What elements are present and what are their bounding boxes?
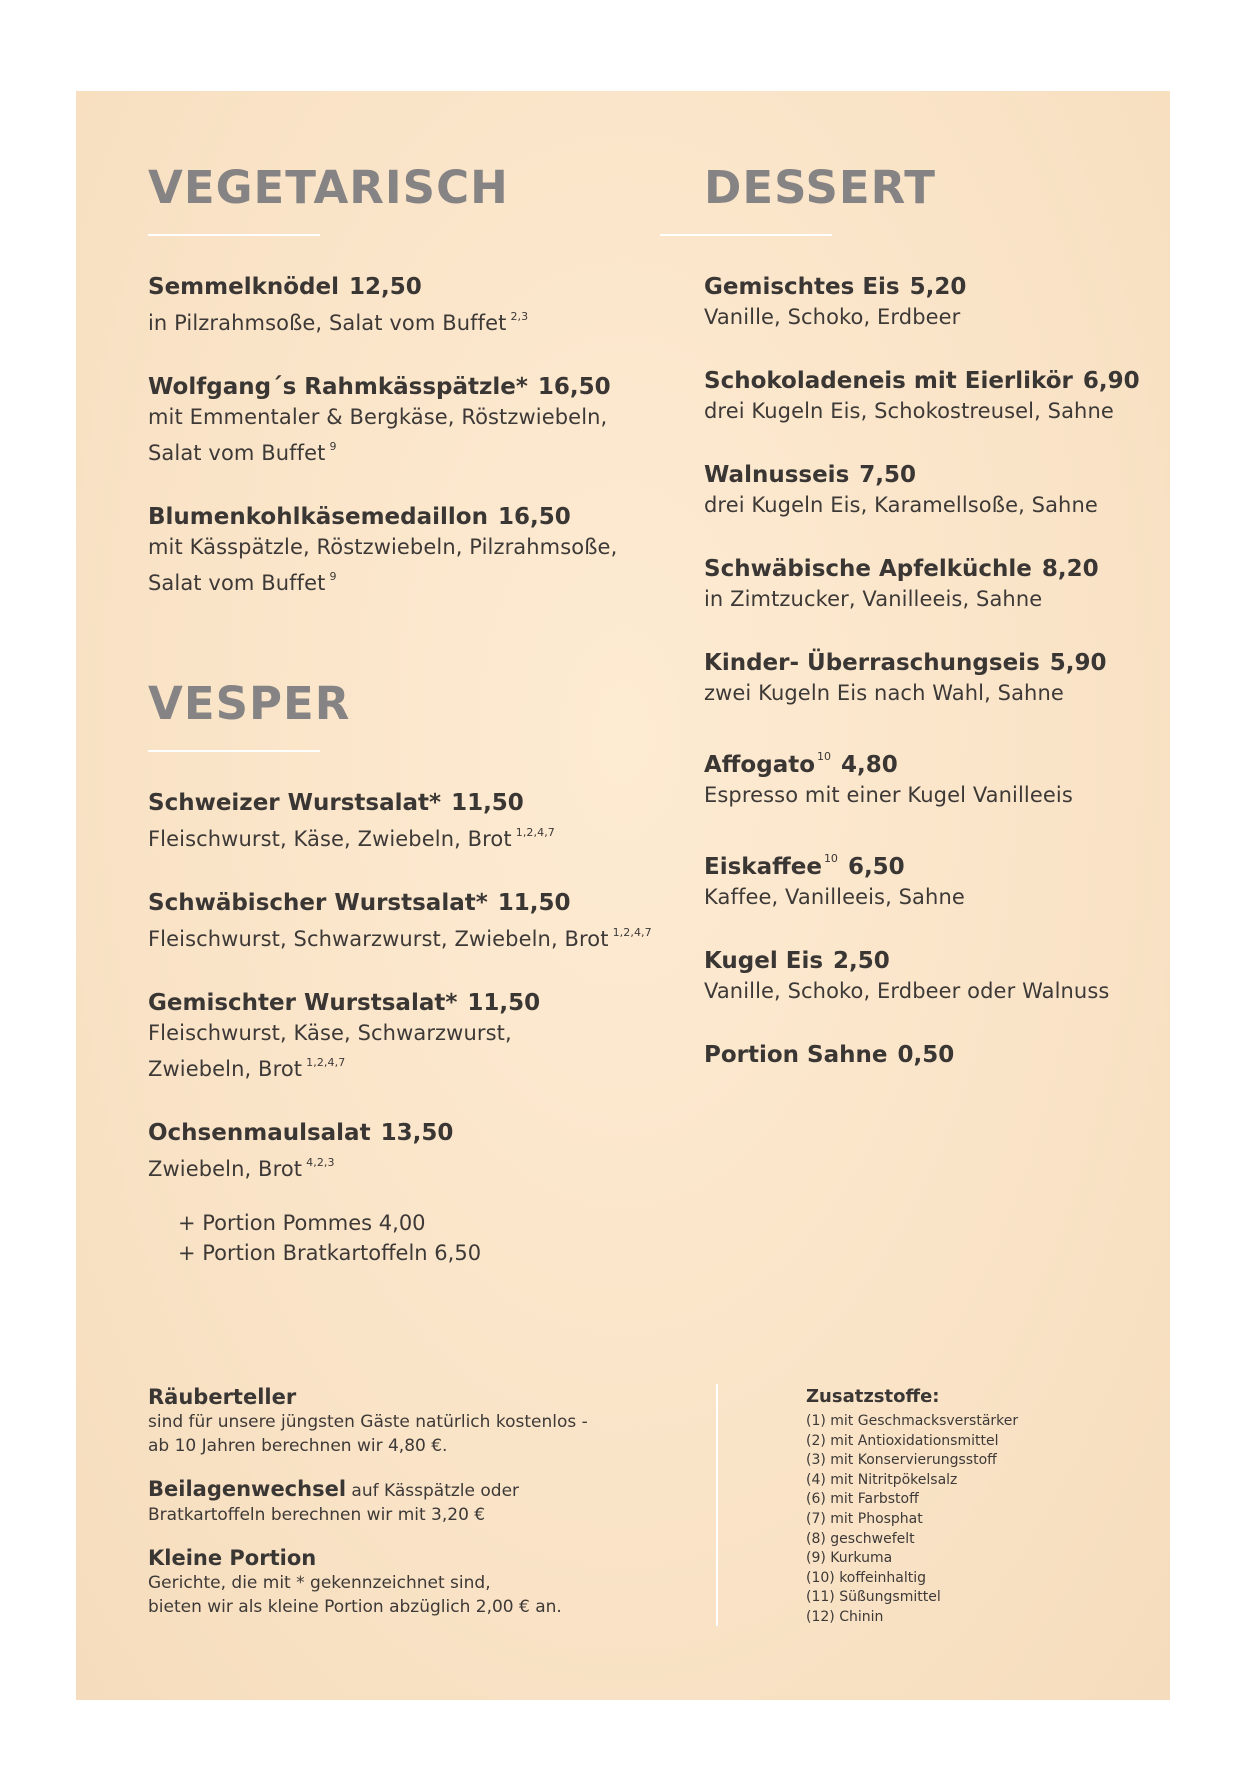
item-price: 11,50 bbox=[497, 890, 571, 916]
additive-marker: 10 bbox=[823, 852, 838, 865]
additive-item: (7) mit Phosphat bbox=[806, 1510, 923, 1527]
item-name: Affogato bbox=[704, 752, 816, 778]
menu-item bbox=[704, 554, 1144, 614]
menu-item bbox=[148, 1118, 668, 1184]
item-description: Fleischwurst, Schwarzwurst, Zwiebeln, Brot bbox=[148, 927, 609, 951]
item-description: Zwiebeln, Brot bbox=[148, 1157, 303, 1181]
additive-marker: 1,2,4,7 bbox=[306, 1056, 346, 1069]
item-price: 0,50 bbox=[897, 1042, 955, 1068]
item-name: Schwäbische Apfelküchle bbox=[704, 556, 1032, 582]
menu-item bbox=[148, 988, 668, 1084]
section-divider bbox=[660, 234, 832, 236]
item-price: 13,50 bbox=[380, 1120, 454, 1146]
note-kleine-portion bbox=[148, 1545, 648, 1619]
note-text: Gerichte, die mit * gekennzeichnet sind, bbox=[148, 1573, 491, 1593]
item-description: Fleischwurst, Käse, Schwarzwurst, bbox=[148, 1021, 512, 1045]
item-description: Salat vom Buffet bbox=[148, 571, 326, 595]
note-title: Beilagenwechsel bbox=[148, 1477, 347, 1501]
side-dish-extras bbox=[178, 1208, 668, 1268]
item-name: Schokoladeneis mit Eierlikör bbox=[704, 368, 1073, 394]
note-beilagenwechsel bbox=[148, 1476, 648, 1527]
menu-item bbox=[148, 272, 668, 338]
item-description: Kaffee, Vanilleeis, Sahne bbox=[704, 885, 965, 909]
additive-marker: 2,3 bbox=[510, 310, 529, 323]
note-text: bieten wir als kleine Portion abzüglich 2,00 € an. bbox=[148, 1597, 562, 1617]
item-name: Walnusseis bbox=[704, 462, 850, 488]
menu-item bbox=[704, 844, 1144, 912]
item-price: 6,90 bbox=[1082, 368, 1140, 394]
item-price: 12,50 bbox=[349, 274, 422, 300]
menu-item bbox=[148, 788, 668, 854]
additives-list bbox=[806, 1384, 1106, 1628]
item-description: drei Kugeln Eis, Karamellsoße, Sahne bbox=[704, 493, 1098, 517]
item-name: Ochsenmaulsalat bbox=[148, 1120, 371, 1146]
additive-item: (12) Chinin bbox=[806, 1608, 884, 1625]
section-divider bbox=[148, 234, 320, 236]
item-name: Portion Sahne bbox=[704, 1042, 888, 1068]
additive-item: (3) mit Konservierungsstoff bbox=[806, 1452, 997, 1469]
item-description: mit Emmentaler & Bergkäse, Röstzwiebeln, bbox=[148, 405, 608, 429]
item-name: Gemischtes Eis bbox=[704, 274, 900, 300]
item-description: Vanille, Schoko, Erdbeer bbox=[704, 305, 961, 329]
right-column bbox=[704, 160, 1144, 1070]
item-description: Zwiebeln, Brot bbox=[148, 1057, 303, 1081]
note-title: Kleine Portion bbox=[148, 1546, 317, 1570]
item-name: Wolfgang´s Rahmkässpätzle* bbox=[148, 374, 528, 400]
menu-item bbox=[704, 366, 1144, 426]
note-text: ab 10 Jahren berechnen wir 4,80 €. bbox=[148, 1436, 448, 1456]
item-name: Eiskaffee bbox=[704, 854, 822, 880]
note-raeuberteller bbox=[148, 1384, 648, 1458]
section-title-vegetarisch: VEGETARISCH bbox=[148, 161, 509, 214]
item-price: 11,50 bbox=[467, 990, 541, 1016]
menu-item bbox=[704, 1040, 1144, 1070]
item-price: 8,20 bbox=[1041, 556, 1099, 582]
item-description: Vanille, Schoko, Erdbeer oder Walnuss bbox=[704, 979, 1110, 1003]
menu-item bbox=[148, 372, 668, 468]
section-divider bbox=[148, 750, 320, 752]
additive-marker: 1,2,4,7 bbox=[612, 926, 652, 939]
item-price: 4,80 bbox=[841, 752, 898, 778]
additive-item: (2) mit Antioxidationsmittel bbox=[806, 1432, 999, 1449]
additive-item: (6) mit Farbstoff bbox=[806, 1491, 919, 1508]
menu-item bbox=[148, 502, 668, 598]
item-name: Kugel Eis bbox=[704, 948, 824, 974]
menu-item bbox=[704, 648, 1144, 708]
additive-item: (1) mit Geschmacksverstärker bbox=[806, 1413, 1019, 1429]
additives-title: Zusatzstoffe: bbox=[806, 1386, 940, 1407]
item-name: Gemischter Wurstsalat* bbox=[148, 990, 458, 1016]
item-name: Schweizer Wurstsalat* bbox=[148, 790, 442, 816]
item-price: 5,20 bbox=[909, 274, 967, 300]
item-price: 16,50 bbox=[497, 504, 571, 530]
additive-marker: 9 bbox=[329, 440, 337, 453]
left-column bbox=[148, 160, 668, 1268]
additive-item: (11) Süßungsmittel bbox=[806, 1589, 941, 1606]
additive-item: (10) koffeinhaltig bbox=[806, 1569, 926, 1586]
vesper-section bbox=[148, 676, 668, 1268]
item-price: 16,50 bbox=[537, 374, 611, 400]
extra-item: + Portion Pommes 4,00 bbox=[178, 1211, 426, 1235]
item-description: drei Kugeln Eis, Schokostreusel, Sahne bbox=[704, 399, 1114, 423]
section-title-vesper: VESPER bbox=[148, 677, 351, 730]
menu-item bbox=[704, 272, 1144, 332]
additive-item: (9) Kurkuma bbox=[806, 1550, 893, 1567]
item-description: Salat vom Buffet bbox=[148, 441, 326, 465]
item-description: mit Kässpätzle, Röstzwiebeln, Pilzrahmsoße, bbox=[148, 535, 618, 559]
item-price: 6,50 bbox=[847, 854, 905, 880]
item-description: Espresso mit einer Kugel Vanilleeis bbox=[704, 783, 1073, 807]
item-price: 7,50 bbox=[859, 462, 917, 488]
additive-item: (8) geschwefelt bbox=[806, 1530, 915, 1547]
item-name: Schwäbischer Wurstsalat* bbox=[148, 890, 488, 916]
item-price: 2,50 bbox=[833, 948, 890, 974]
item-name: Kinder- Überraschungseis bbox=[704, 650, 1040, 676]
item-name: Blumenkohlkäsemedaillon bbox=[148, 504, 488, 530]
additive-marker: 10 bbox=[817, 750, 832, 763]
menu-item bbox=[704, 946, 1144, 1006]
item-name: Semmelknödel bbox=[148, 274, 339, 300]
item-description: in Zimtzucker, Vanilleeis, Sahne bbox=[704, 587, 1043, 611]
note-text: sind für unsere jüngsten Gäste natürlich kostenlos - bbox=[148, 1412, 588, 1432]
menu-item bbox=[704, 460, 1144, 520]
section-title-dessert: DESSERT bbox=[704, 161, 936, 214]
note-title: Räuberteller bbox=[148, 1385, 297, 1409]
item-description: Fleischwurst, Käse, Zwiebeln, Brot bbox=[148, 827, 512, 851]
additive-marker: 1,2,4,7 bbox=[515, 826, 555, 839]
additive-marker: 4,2,3 bbox=[306, 1156, 335, 1169]
item-description: zwei Kugeln Eis nach Wahl, Sahne bbox=[704, 681, 1064, 705]
footer-divider bbox=[716, 1384, 718, 1626]
item-price: 5,90 bbox=[1049, 650, 1107, 676]
note-text: Bratkartoffeln berechnen wir mit 3,20 € bbox=[148, 1505, 486, 1525]
note-text: auf Kässpätzle oder bbox=[346, 1481, 520, 1501]
additive-marker: 9 bbox=[329, 570, 337, 583]
additive-item: (4) mit Nitritpökelsalz bbox=[806, 1471, 958, 1488]
menu-item bbox=[148, 888, 668, 954]
extra-item: + Portion Bratkartoffeln 6,50 bbox=[178, 1241, 482, 1265]
menu-item bbox=[704, 742, 1144, 810]
footer-notes bbox=[148, 1384, 648, 1637]
item-price: 11,50 bbox=[451, 790, 524, 816]
item-description: in Pilzrahmsoße, Salat vom Buffet bbox=[148, 311, 507, 335]
